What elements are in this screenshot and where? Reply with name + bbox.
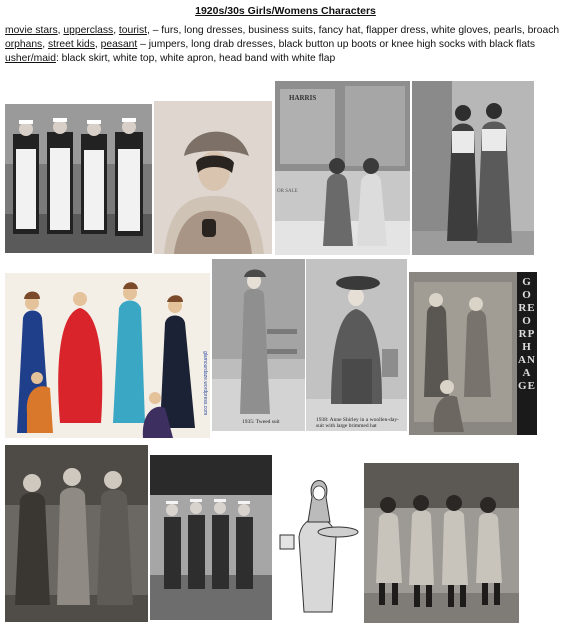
term-movie-stars: movie stars <box>5 25 58 36</box>
tweed-caption: 1935: Tweed suit <box>242 419 280 425</box>
line-usher <box>5 52 565 66</box>
photo-schoolgirls <box>364 463 519 623</box>
photo-two-women-street <box>412 81 534 255</box>
photo-anne-shirley <box>306 259 407 431</box>
term-peasant: peasant <box>100 39 138 50</box>
store-sign: HARRIS <box>289 94 317 102</box>
line-orphans: orphans, street kids, peasant – jumpers, long drab dresses, black button up boots or knee high socks with black flats <box>5 39 536 50</box>
photo-peasant-sketch <box>274 467 362 620</box>
shirley-caption: 1938: Anne Shirley in a woollen-day-suit with large brimmed hat <box>316 417 399 429</box>
description-lines <box>5 24 565 66</box>
term-orphans: orphans <box>5 39 43 50</box>
term-tourist: tourist <box>118 25 147 36</box>
photo-tweed-suit <box>212 259 305 431</box>
photo-flapper-illustration <box>5 273 210 438</box>
term-usher-maid: usher/maid <box>5 53 56 64</box>
photo-ushers <box>150 455 272 620</box>
blog-url-label: glamourdaze.wordpress.com <box>202 351 208 416</box>
page-title: 1920s/30s Girls/Womens Characters <box>195 5 376 17</box>
orphanage-label: GORE ORPHANAGE <box>518 276 536 392</box>
photo-storefront-women <box>275 81 410 255</box>
shop-sign: OR SALE <box>277 189 298 194</box>
line2-rest: – jumpers, long drab dresses, black button up boots or knee high socks with black flats <box>137 39 536 50</box>
line-movie-stars: movie stars, upperclass, tourist, – furs, long dresses, business suits, fancy hat, flapper dress, white gloves, pearls, broach <box>5 25 560 36</box>
photo-hat-fur-lady <box>154 101 272 254</box>
photo-maids <box>5 104 152 253</box>
term-street-kids: street kids <box>47 39 95 50</box>
photo-street-kids <box>5 445 148 622</box>
term-upperclass: upperclass <box>63 25 114 36</box>
line3-rest: : black skirt, white top, white apron, head band with white flap <box>55 53 336 64</box>
photo-gore-orphanage <box>409 272 537 435</box>
line1-rest: – furs, long dresses, business suits, fancy hat, flapper dress, white gloves, pearls, broach <box>149 25 560 36</box>
